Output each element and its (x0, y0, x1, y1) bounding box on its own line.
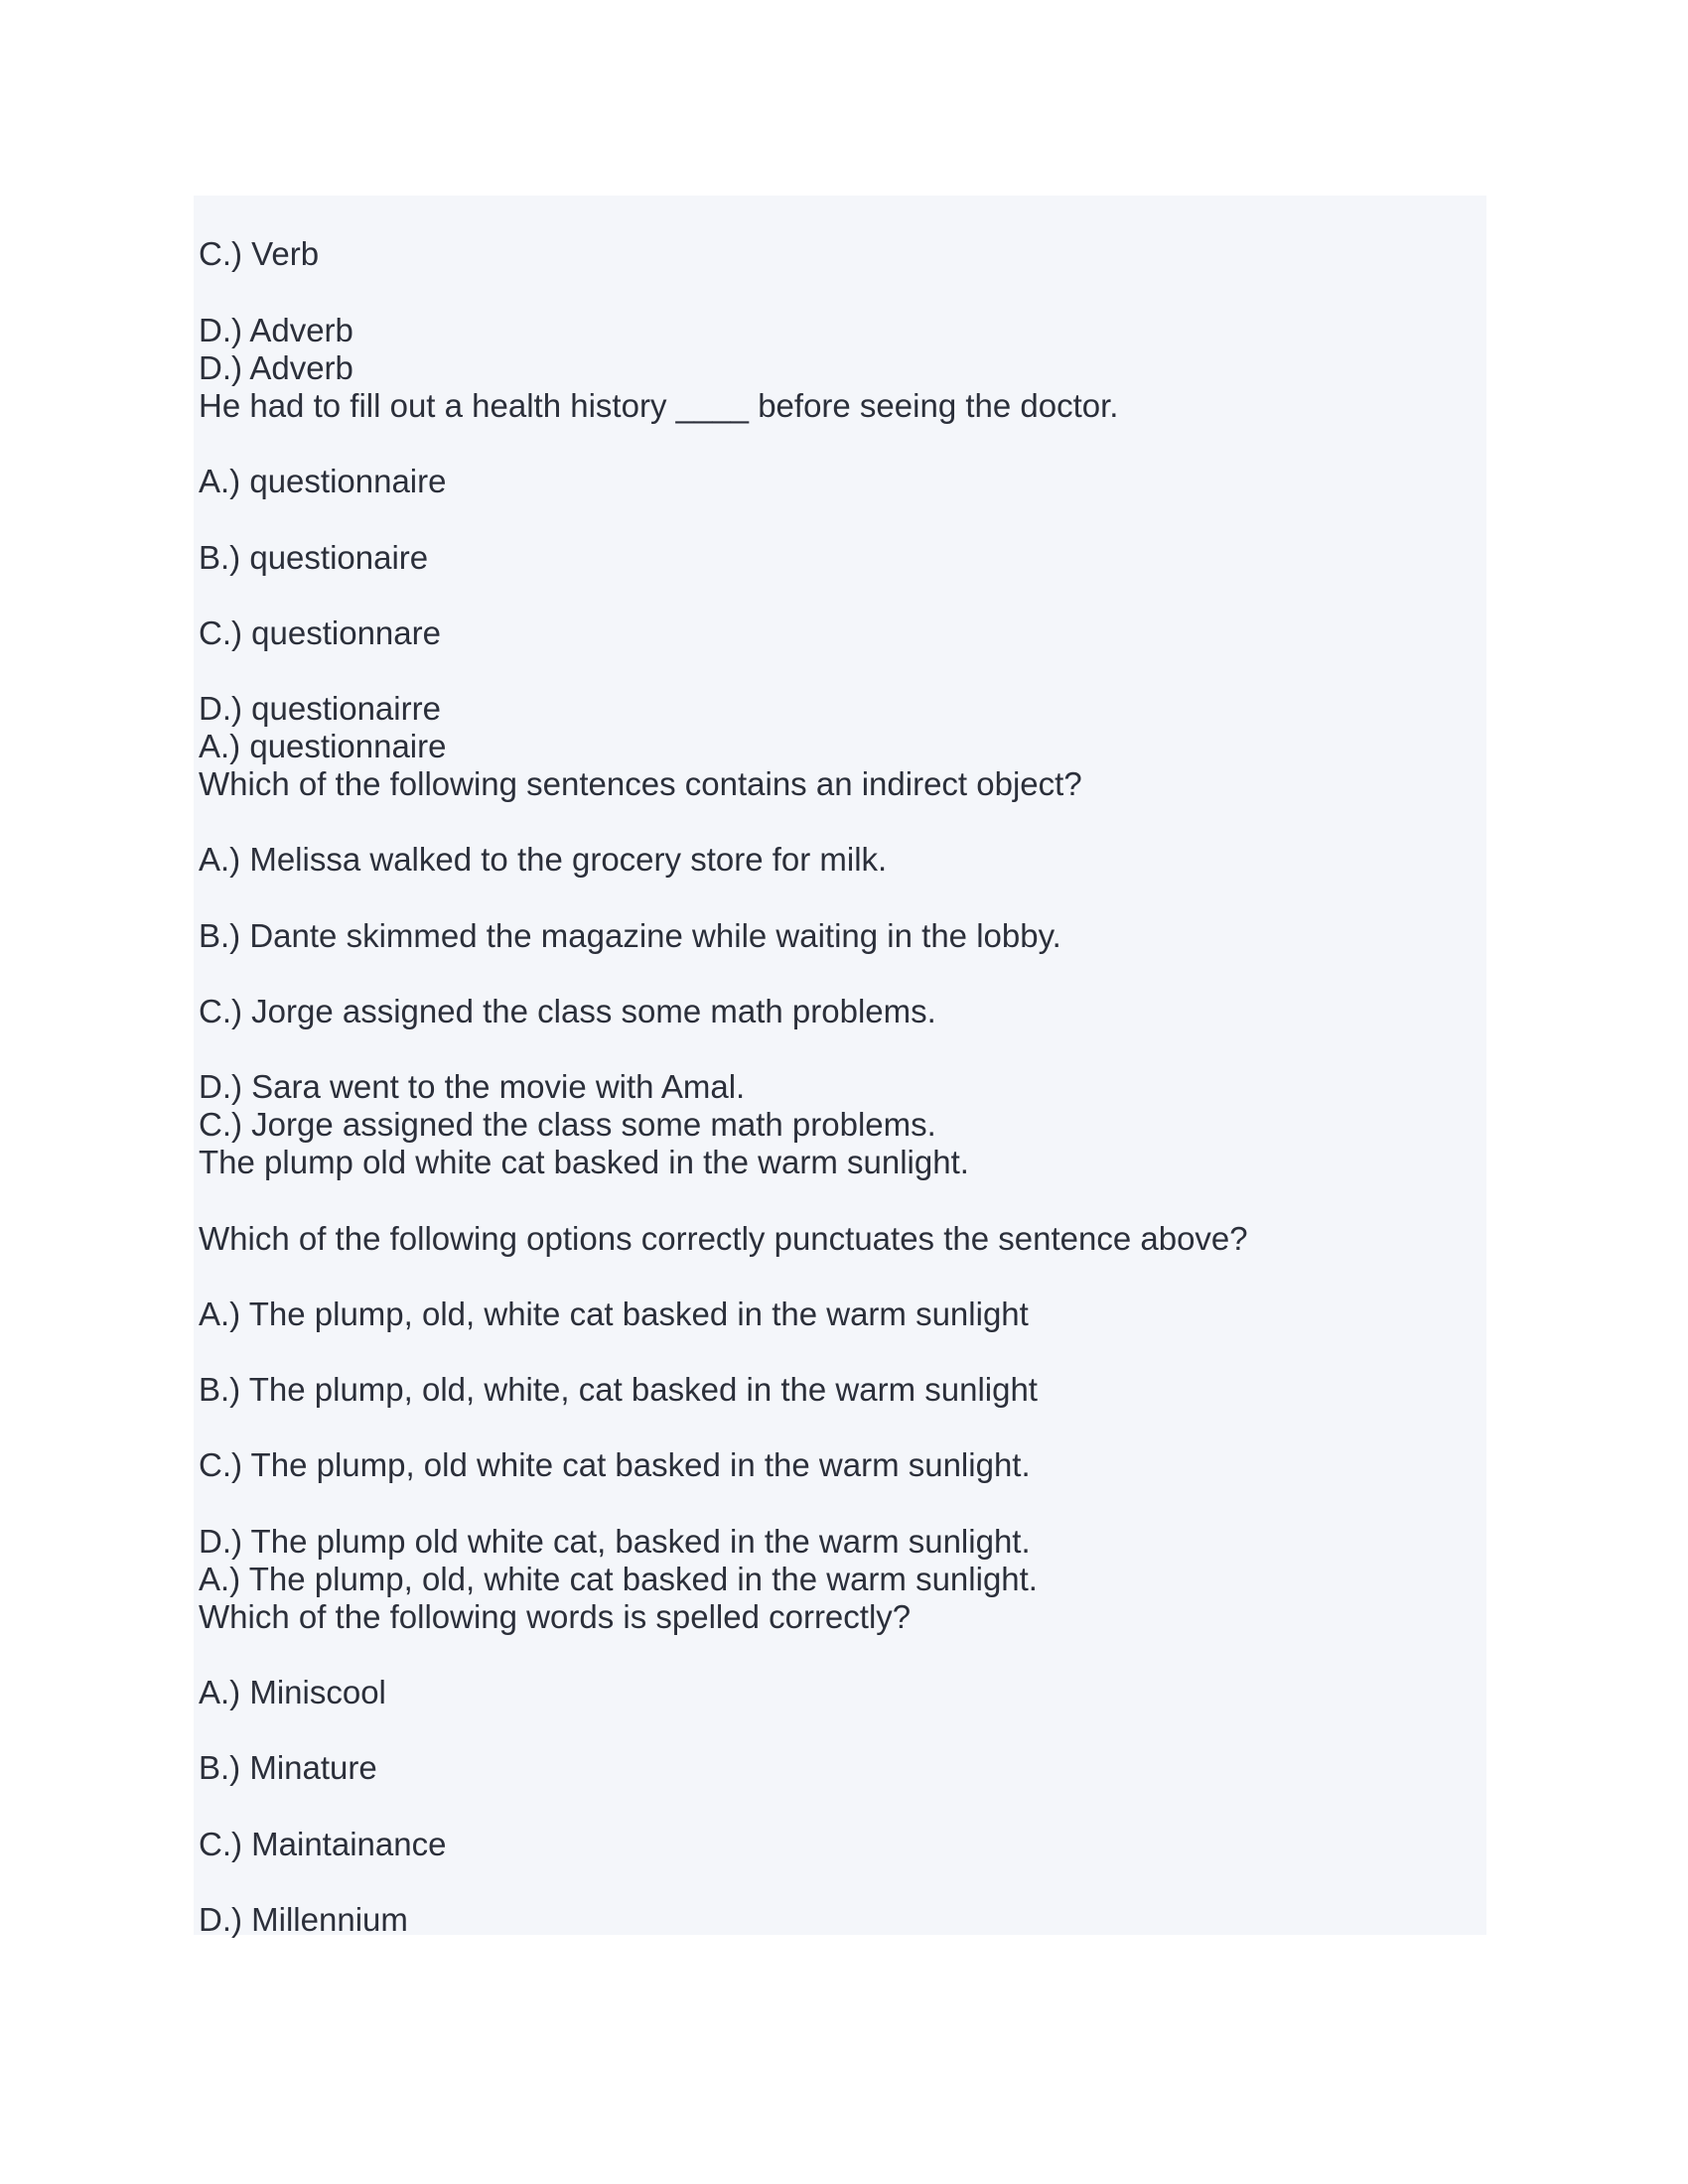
option-d-millennium: D.) Millennium (199, 1901, 408, 1938)
option-d-adverb: D.) Adverb (199, 312, 353, 348)
question-punctuation: Which of the following options correctly punctuates the sentence above? (199, 1220, 1248, 1257)
answer-a-questionnaire: A.) questionnaire (199, 728, 447, 764)
option-c-questionnare: C.) questionnare (199, 614, 441, 651)
option-c-verb: C.) Verb (199, 235, 320, 272)
option-a-cat: A.) The plump, old, white cat basked in the warm sunlight (199, 1296, 1029, 1332)
answer-c-jorge: C.) Jorge assigned the class some math problems. (199, 1106, 936, 1143)
option-b-questionaire: B.) questionaire (199, 539, 429, 576)
option-c-cat: C.) The plump, old white cat basked in the warm sunlight. (199, 1446, 1031, 1483)
option-a-miniscool: A.) Miniscool (199, 1674, 386, 1710)
option-b-minature: B.) Minature (199, 1749, 377, 1786)
option-b-cat: B.) The plump, old, white, cat basked in the warm sunlight (199, 1371, 1038, 1408)
option-a-melissa: A.) Melissa walked to the grocery store for milk. (199, 841, 888, 878)
content-box (194, 196, 1486, 1935)
option-b-dante: B.) Dante skimmed the magazine while waiting in the lobby. (199, 917, 1061, 954)
answer-a-cat: A.) The plump, old, white cat basked in the warm sunlight. (199, 1561, 1038, 1597)
option-d-sara: D.) Sara went to the movie with Amal. (199, 1068, 746, 1105)
answer-d-adverb: D.) Adverb (199, 349, 353, 386)
option-d-cat: D.) The plump old white cat, basked in the warm sunlight. (199, 1523, 1031, 1560)
prompt-sentence-cat: The plump old white cat basked in the warm sunlight. (199, 1144, 969, 1180)
question-indirect-object: Which of the following sentences contains an indirect object? (199, 765, 1082, 802)
question-spelling: Which of the following words is spelled correctly? (199, 1598, 912, 1635)
option-c-maintainance: C.) Maintainance (199, 1826, 447, 1862)
question-health-history: He had to fill out a health history ____ before seeing the doctor. (199, 387, 1119, 424)
option-a-questionnaire: A.) questionnaire (199, 463, 447, 499)
option-c-jorge: C.) Jorge assigned the class some math problems. (199, 993, 936, 1029)
option-d-questionairre: D.) questionairre (199, 690, 441, 727)
